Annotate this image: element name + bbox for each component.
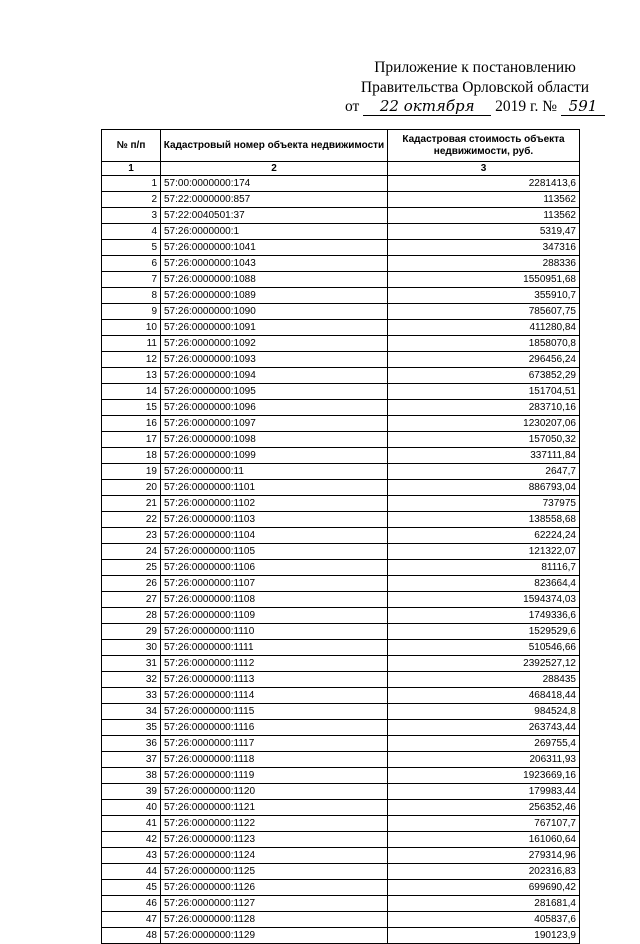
cadastral-value: 1858070,8 <box>388 336 580 352</box>
cadastral-number: 57:26:0000000:1124 <box>161 848 388 864</box>
table-row <box>102 336 580 352</box>
cadastral-number: 57:26:0000000:1096 <box>161 400 388 416</box>
row-index: 5 <box>102 240 161 256</box>
cadastral-number: 57:26:0000000:1120 <box>161 784 388 800</box>
cadastral-value: 161060,64 <box>388 832 580 848</box>
row-index: 14 <box>102 384 161 400</box>
document-header <box>330 58 620 98</box>
row-index: 13 <box>102 368 161 384</box>
table-row <box>102 896 580 912</box>
row-index: 15 <box>102 400 161 416</box>
table-row <box>102 464 580 480</box>
row-index: 48 <box>102 928 161 944</box>
row-index: 36 <box>102 736 161 752</box>
table-row <box>102 928 580 944</box>
cadastral-value: 283710,16 <box>388 400 580 416</box>
cadastral-value: 1594374,03 <box>388 592 580 608</box>
row-index: 46 <box>102 896 161 912</box>
cadastral-number: 57:26:0000000:1089 <box>161 288 388 304</box>
cadastral-number: 57:26:0000000:1122 <box>161 816 388 832</box>
cadastral-value: 984524,8 <box>388 704 580 720</box>
cadastral-number: 57:26:0000000:1106 <box>161 560 388 576</box>
cadastral-number: 57:26:0000000:1109 <box>161 608 388 624</box>
column-number-2: 2 <box>161 162 388 176</box>
cadastral-value: 202316,83 <box>388 864 580 880</box>
cadastral-number: 57:26:0000000:1113 <box>161 672 388 688</box>
cadastral-number: 57:26:0000000:1115 <box>161 704 388 720</box>
cadastral-number: 57:26:0000000:1099 <box>161 448 388 464</box>
cadastral-value: 785607,75 <box>388 304 580 320</box>
row-index: 34 <box>102 704 161 720</box>
column-header-cadastral-value: Кадастровая стоимость объекта недвижимости, руб. <box>388 130 580 162</box>
table-row <box>102 384 580 400</box>
cadastral-value: 1529529,6 <box>388 624 580 640</box>
cadastral-number: 57:26:0000000:1101 <box>161 480 388 496</box>
table-row <box>102 272 580 288</box>
cadastral-value: 138558,68 <box>388 512 580 528</box>
cadastral-value: 206311,93 <box>388 752 580 768</box>
cadastral-number: 57:26:0000000:1095 <box>161 384 388 400</box>
table-row <box>102 352 580 368</box>
row-index: 16 <box>102 416 161 432</box>
table-row <box>102 592 580 608</box>
cadastral-number: 57:26:0000000:1102 <box>161 496 388 512</box>
year-and-number-label: 2019 г. № <box>495 98 558 115</box>
row-index: 1 <box>102 176 161 192</box>
table-row <box>102 864 580 880</box>
row-index: 27 <box>102 592 161 608</box>
row-index: 21 <box>102 496 161 512</box>
date-prefix: от <box>345 98 360 115</box>
cadastral-value: 113562 <box>388 208 580 224</box>
table-row <box>102 560 580 576</box>
row-index: 35 <box>102 720 161 736</box>
cadastral-value: 81116,7 <box>388 560 580 576</box>
table-row <box>102 512 580 528</box>
cadastral-number: 57:26:0000000:1116 <box>161 720 388 736</box>
table-row <box>102 704 580 720</box>
table-row <box>102 832 580 848</box>
table-row <box>102 800 580 816</box>
row-index: 32 <box>102 672 161 688</box>
cadastral-value: 673852,29 <box>388 368 580 384</box>
cadastral-number: 57:26:0000000:1111 <box>161 640 388 656</box>
table-header-row <box>102 130 580 162</box>
row-index: 43 <box>102 848 161 864</box>
cadastral-number: 57:26:0000000:1108 <box>161 592 388 608</box>
row-index: 20 <box>102 480 161 496</box>
table-row <box>102 720 580 736</box>
table-row <box>102 320 580 336</box>
table-row <box>102 544 580 560</box>
cadastral-number: 57:26:0000000:1118 <box>161 752 388 768</box>
table-column-numbers-row <box>102 162 580 176</box>
table-row <box>102 688 580 704</box>
row-index: 24 <box>102 544 161 560</box>
table-body <box>102 176 580 944</box>
cadastral-value: 1550951,68 <box>388 272 580 288</box>
cadastral-number: 57:26:0000000:1129 <box>161 928 388 944</box>
cadastral-value: 62224,24 <box>388 528 580 544</box>
table-row <box>102 672 580 688</box>
row-index: 44 <box>102 864 161 880</box>
table-row <box>102 848 580 864</box>
cadastral-value: 296456,24 <box>388 352 580 368</box>
row-index: 41 <box>102 816 161 832</box>
cadastral-number: 57:26:0000000:1121 <box>161 800 388 816</box>
row-index: 31 <box>102 656 161 672</box>
table-row <box>102 752 580 768</box>
row-index: 4 <box>102 224 161 240</box>
cadastral-value: 2392527,12 <box>388 656 580 672</box>
cadastral-number: 57:26:0000000:1127 <box>161 896 388 912</box>
table-row <box>102 640 580 656</box>
row-index: 11 <box>102 336 161 352</box>
cadastral-number: 57:26:0000000:1103 <box>161 512 388 528</box>
cadastral-number: 57:00:0000000:174 <box>161 176 388 192</box>
table-row <box>102 400 580 416</box>
cadastral-number: 57:26:0000000:1110 <box>161 624 388 640</box>
cadastral-number: 57:22:0000000:857 <box>161 192 388 208</box>
table-row <box>102 496 580 512</box>
cadastral-number: 57:22:0040501:37 <box>161 208 388 224</box>
row-index: 19 <box>102 464 161 480</box>
cadastral-value: 510546,66 <box>388 640 580 656</box>
header-line-2: Правительства Орловской области <box>360 79 590 96</box>
row-index: 40 <box>102 800 161 816</box>
cadastral-number: 57:26:0000000:1 <box>161 224 388 240</box>
cadastral-value: 256352,46 <box>388 800 580 816</box>
table-row <box>102 304 580 320</box>
cadastral-value: 1230207,06 <box>388 416 580 432</box>
table-row <box>102 192 580 208</box>
table-row <box>102 608 580 624</box>
cadastral-number: 57:26:0000000:1105 <box>161 544 388 560</box>
table-row <box>102 240 580 256</box>
cadastral-value: 347316 <box>388 240 580 256</box>
row-index: 22 <box>102 512 161 528</box>
cadastral-number: 57:26:0000000:1123 <box>161 832 388 848</box>
row-index: 33 <box>102 688 161 704</box>
row-index: 10 <box>102 320 161 336</box>
table-row <box>102 880 580 896</box>
cadastral-number: 57:26:0000000:1041 <box>161 240 388 256</box>
row-index: 29 <box>102 624 161 640</box>
table-row <box>102 768 580 784</box>
table-row <box>102 176 580 192</box>
table-row <box>102 736 580 752</box>
handwritten-resolution-number: 591 <box>561 97 605 116</box>
cadastral-number: 57:26:0000000:1043 <box>161 256 388 272</box>
column-number-3: 3 <box>388 162 580 176</box>
table-row <box>102 528 580 544</box>
cadastral-number: 57:26:0000000:1119 <box>161 768 388 784</box>
cadastral-number: 57:26:0000000:1090 <box>161 304 388 320</box>
row-index: 30 <box>102 640 161 656</box>
resolution-date-line <box>345 97 605 116</box>
cadastral-number: 57:26:0000000:1091 <box>161 320 388 336</box>
table-row <box>102 816 580 832</box>
cadastral-value: 405837,6 <box>388 912 580 928</box>
table-row <box>102 416 580 432</box>
cadastral-value: 288336 <box>388 256 580 272</box>
cadastral-value: 269755,4 <box>388 736 580 752</box>
cadastral-value: 737975 <box>388 496 580 512</box>
row-index: 6 <box>102 256 161 272</box>
cadastral-value: 2281413,6 <box>388 176 580 192</box>
column-header-cadastral-number: Кадастровый номер объекта недвижимости <box>161 130 388 162</box>
cadastral-number: 57:26:0000000:1094 <box>161 368 388 384</box>
cadastral-value: 279314,96 <box>388 848 580 864</box>
table-row <box>102 368 580 384</box>
cadastral-value: 5319,47 <box>388 224 580 240</box>
cadastral-value: 337111,84 <box>388 448 580 464</box>
row-index: 26 <box>102 576 161 592</box>
cadastral-number: 57:26:0000000:1117 <box>161 736 388 752</box>
cadastral-value: 699690,42 <box>388 880 580 896</box>
cadastral-value: 190123,9 <box>388 928 580 944</box>
table-row <box>102 432 580 448</box>
table-row <box>102 288 580 304</box>
row-index: 8 <box>102 288 161 304</box>
row-index: 17 <box>102 432 161 448</box>
cadastral-value: 263743,44 <box>388 720 580 736</box>
cadastral-value: 886793,04 <box>388 480 580 496</box>
table-row <box>102 784 580 800</box>
cadastral-value: 288435 <box>388 672 580 688</box>
row-index: 3 <box>102 208 161 224</box>
cadastral-number: 57:26:0000000:1126 <box>161 880 388 896</box>
cadastral-number: 57:26:0000000:1098 <box>161 432 388 448</box>
table-row <box>102 912 580 928</box>
row-index: 42 <box>102 832 161 848</box>
cadastral-number: 57:26:0000000:1093 <box>161 352 388 368</box>
row-index: 28 <box>102 608 161 624</box>
cadastral-value: 113562 <box>388 192 580 208</box>
cadastral-value-table <box>101 129 580 944</box>
cadastral-number: 57:26:0000000:1097 <box>161 416 388 432</box>
table-row <box>102 480 580 496</box>
cadastral-value: 121322,07 <box>388 544 580 560</box>
cadastral-value: 1749336,6 <box>388 608 580 624</box>
cadastral-number: 57:26:0000000:1114 <box>161 688 388 704</box>
row-index: 38 <box>102 768 161 784</box>
cadastral-value: 1923669,16 <box>388 768 580 784</box>
table-row <box>102 208 580 224</box>
handwritten-date: 22 октября <box>363 97 491 116</box>
cadastral-value: 355910,7 <box>388 288 580 304</box>
cadastral-value: 179983,44 <box>388 784 580 800</box>
row-index: 9 <box>102 304 161 320</box>
table-row <box>102 224 580 240</box>
table-row <box>102 576 580 592</box>
cadastral-number: 57:26:0000000:1104 <box>161 528 388 544</box>
cadastral-value: 151704,51 <box>388 384 580 400</box>
row-index: 18 <box>102 448 161 464</box>
cadastral-number: 57:26:0000000:1112 <box>161 656 388 672</box>
cadastral-number: 57:26:0000000:1092 <box>161 336 388 352</box>
cadastral-value: 823664,4 <box>388 576 580 592</box>
row-index: 37 <box>102 752 161 768</box>
table-row <box>102 656 580 672</box>
cadastral-number: 57:26:0000000:1088 <box>161 272 388 288</box>
cadastral-number: 57:26:0000000:1107 <box>161 576 388 592</box>
cadastral-number: 57:26:0000000:11 <box>161 464 388 480</box>
cadastral-value: 2647,7 <box>388 464 580 480</box>
row-index: 25 <box>102 560 161 576</box>
row-index: 45 <box>102 880 161 896</box>
cadastral-value: 411280,84 <box>388 320 580 336</box>
table-row <box>102 448 580 464</box>
column-header-index: № п/п <box>102 130 161 162</box>
header-line-1: Приложение к постановлению <box>374 59 576 76</box>
row-index: 7 <box>102 272 161 288</box>
cadastral-value: 157050,32 <box>388 432 580 448</box>
row-index: 47 <box>102 912 161 928</box>
cadastral-value: 767107,7 <box>388 816 580 832</box>
row-index: 12 <box>102 352 161 368</box>
cadastral-number: 57:26:0000000:1128 <box>161 912 388 928</box>
table-row <box>102 256 580 272</box>
row-index: 2 <box>102 192 161 208</box>
row-index: 39 <box>102 784 161 800</box>
row-index: 23 <box>102 528 161 544</box>
table-row <box>102 624 580 640</box>
cadastral-value: 468418,44 <box>388 688 580 704</box>
cadastral-number: 57:26:0000000:1125 <box>161 864 388 880</box>
column-number-1: 1 <box>102 162 161 176</box>
cadastral-value: 281681,4 <box>388 896 580 912</box>
